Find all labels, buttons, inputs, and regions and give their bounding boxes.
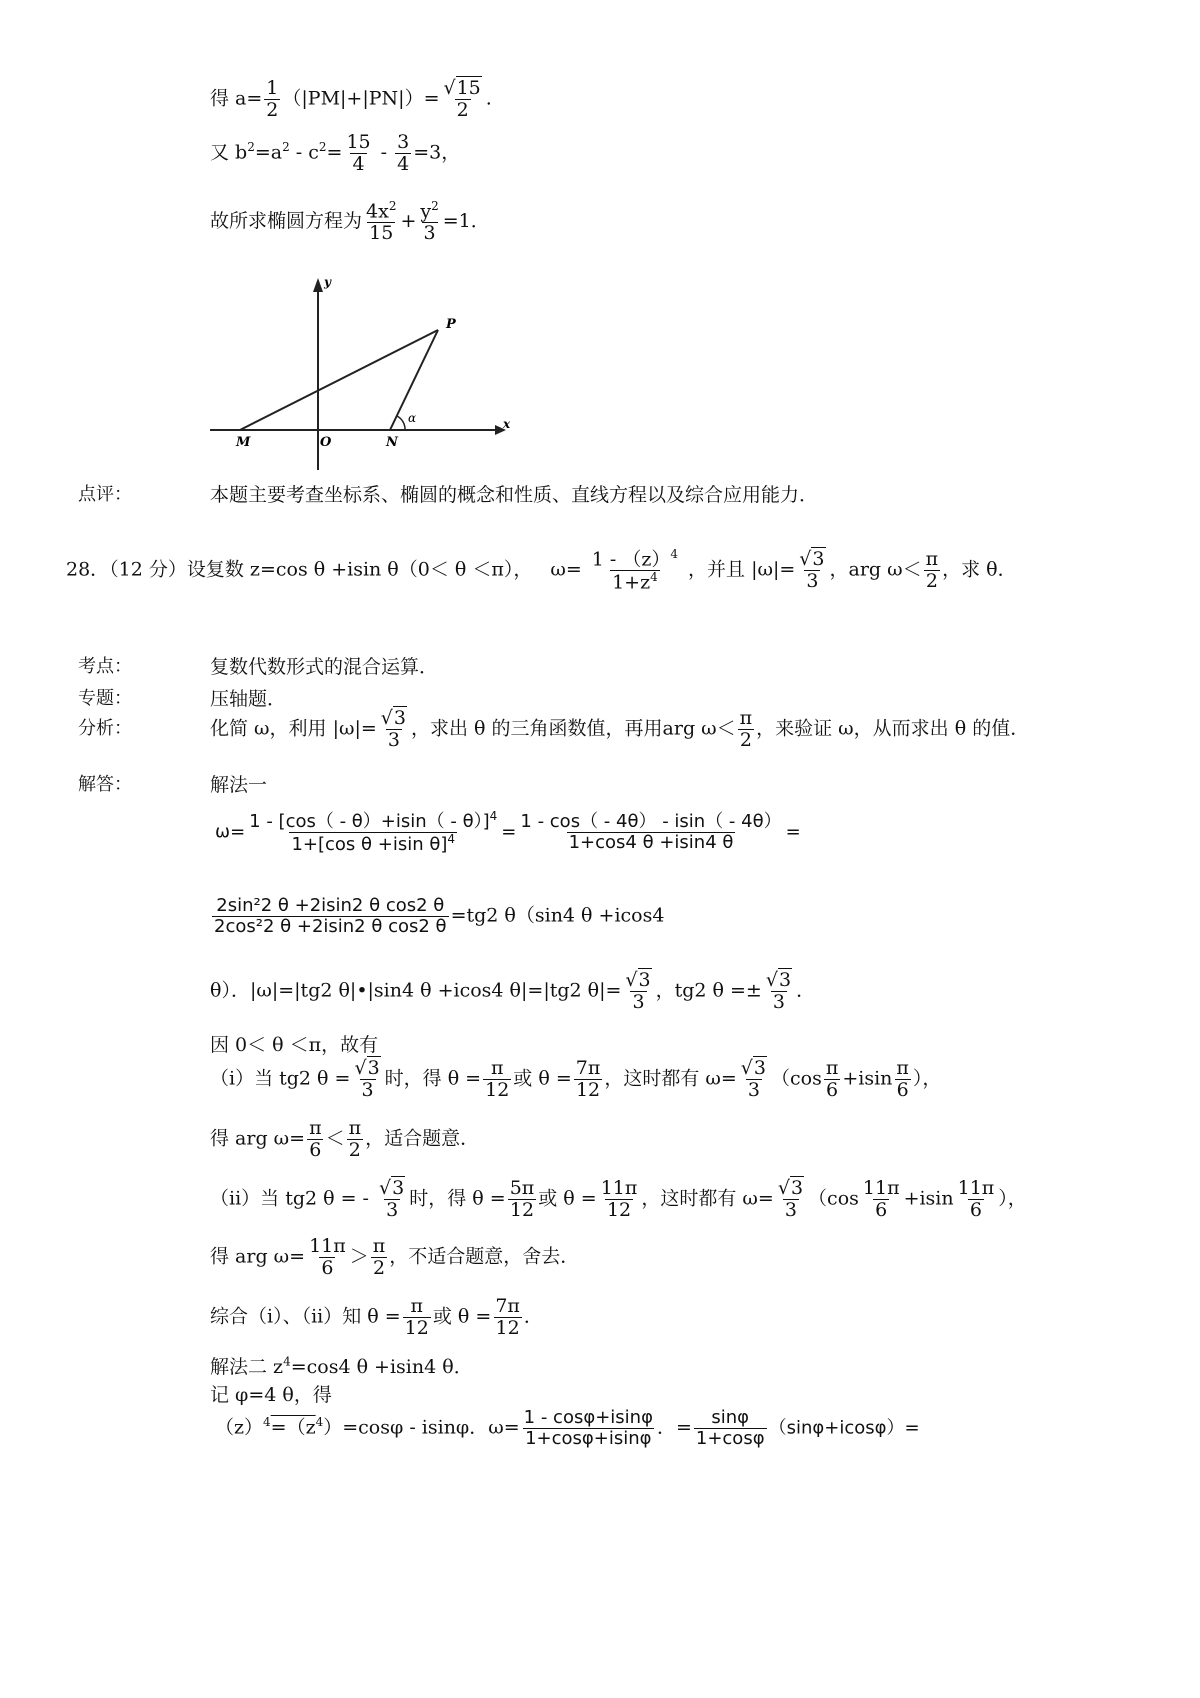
solution-omega-line: ω= $\frac{1 - [\cos( - \theta)+isin( - \theta)]^4}{1+[\cos \theta +isin \theta]^4}$ = $\frac{1 - \cos( - 4\theta) - isin( - 4\theta)}{1+\cos 4 \theta +isin4 \theta}$ = <box>215 809 801 855</box>
solution-abs-line: θ）．|ω|=|tg2 θ|•|sin4 θ +icos4 θ|=|tg2 θ|= $\frac{√3}{3}$ ，tg2 θ =± $\frac{√3}{3}$ ． <box>210 969 816 1013</box>
jiefa1-heading: 解法一 <box>210 774 268 796</box>
jiefa2-line: 解法二 $z^4=\cos 4$ θ +isin4 θ． <box>210 1354 473 1378</box>
summary-line: 综合（i）、（ii）知 θ = $\frac{\pi}{12}$ 或 θ = $\frac{7\pi}{12}$ ． <box>210 1295 543 1339</box>
fraction: $\frac{4x^2}{15}$ <box>366 199 397 245</box>
question-28: 28．（12 分）设复数 z=cos θ +isin θ（0＜ θ ＜π）， ω= $\frac{1 - (z)^4}{1+z^4}$ ，并且 |ω|= $\frac{√3}{3}$ ，arg ω＜ $\frac{\pi}{2}$ ，求 θ． <box>66 547 1017 594</box>
fraction: $\frac{y^2}{3}$ <box>420 199 439 245</box>
comment-label: 点评： <box>78 484 132 505</box>
last-line: $(z)^4=(z^4)=\cos\varphi - isin\varphi$．ω= $\frac{1 - \cos\varphi+isin\varphi}{1+\cos\varphi+isin\varphi}$ ．= $\frac{\sin\varphi}{1+\cos\varphi}$ （sinφ+icosφ）= <box>215 1407 920 1449</box>
fraction: $\frac{\pi}{2}$ <box>925 548 939 593</box>
line-ellipse-equation: 故所求椭圆方程为 $\frac{4x^2}{15}$ + $\frac{y^2}{3}$ =1． <box>210 199 490 245</box>
fraction: $\frac{11\pi}{12}$ <box>600 1177 638 1221</box>
line-a-value: 得 a= $\frac{1}{2}$ （|PM|+|PN|）= $\frac{√15}{2}$ . <box>210 77 492 121</box>
fraction: $\frac{√3}{3}$ <box>765 969 792 1013</box>
fraction: $\frac{5\pi}{12}$ <box>509 1177 535 1221</box>
fraction: $\frac{√3}{3}$ <box>625 969 651 1013</box>
y-label: y <box>324 275 331 289</box>
fraction: $\frac{√15}{2}$ <box>443 77 481 121</box>
m-label: M <box>236 435 251 450</box>
case-i-result: 得 arg ω= $\frac{\pi}{6}$ ＜ $\frac{\pi}{2}$ ，适合题意． <box>210 1117 480 1161</box>
solution-tg-line: $\frac{\text{2sin²2 θ +2isin2 θ cos2 θ}}{\text{2cos²2 θ +2isin2 θ cos2 θ}}$ =tg2 θ（sin4 θ +icos4 <box>214 895 665 937</box>
n-label: N <box>386 435 398 450</box>
fraction: $\frac{√3}{3}$ <box>777 1177 804 1221</box>
fenxi-label: 分析： <box>78 718 132 739</box>
alpha-label: α <box>408 411 417 425</box>
fraction: $\frac{\pi}{12}$ <box>485 1057 510 1101</box>
fraction: $\frac{7\pi}{12}$ <box>495 1295 520 1339</box>
fraction: $\frac{15}{4}$ <box>346 131 371 175</box>
angle-alpha-arc <box>397 416 405 430</box>
fraction: $\frac{7\pi}{12}$ <box>575 1057 601 1101</box>
fraction: $\frac{3}{4}$ <box>397 131 410 175</box>
fenxi-text: 化简 ω，利用 |ω|= $\frac{√3}{3}$ ，求出 θ 的三角函数值，再用arg ω＜ $\frac{\pi}{2}$ ，来验证 ω，从而求出 θ 的值． <box>210 707 1030 751</box>
coordinate-figure <box>200 270 520 475</box>
fraction: $\frac{\pi}{6}$ <box>825 1057 839 1101</box>
case-ii-line: （ii）当 tg2 θ = - $\frac{√3}{3}$ 时，得 θ = $\frac{5\pi}{12}$ 或 θ = $\frac{11\pi}{12}$ ，这时都有 ω= $\frac{√3}{3}$ （cos $\frac{11\pi}{6}$ +isin $\frac{11\pi}{6}$ ）， <box>210 1177 1027 1221</box>
y-axis-arrow <box>313 278 323 292</box>
solution-yin: 因 0＜ θ ＜π，故有 <box>210 1034 379 1056</box>
fraction: $\frac{11\pi}{6}$ <box>309 1235 346 1279</box>
kaodian-text: 复数代数形式的混合运算． <box>210 656 439 678</box>
fraction: $\frac{√3}{3}$ <box>380 707 406 751</box>
jieda-label: 解答： <box>78 774 132 795</box>
fraction: $\frac{\sin\varphi}{1+\cos\varphi}$ <box>695 1407 765 1449</box>
fraction: $\frac{√3}{3}$ <box>354 1057 380 1101</box>
fraction: $\frac{\pi}{6}$ <box>309 1117 322 1161</box>
fraction: $\frac{1 - [\cos( - \theta)+isin( - \theta)]^4}{1+[\cos \theta +isin \theta]^4}$ <box>249 809 498 855</box>
case-ii-result: 得 arg ω= $\frac{11\pi}{6}$ ＞ $\frac{\pi}{2}$ ，不适合题意，舍去． <box>210 1235 580 1279</box>
x-label: x <box>503 417 511 431</box>
zhuanti-label: 专题： <box>78 688 132 709</box>
o-label: O <box>320 435 332 450</box>
fraction: $\frac{√3}{3}$ <box>379 1177 405 1221</box>
fraction: $\frac{\pi}{12}$ <box>404 1295 429 1339</box>
fraction: $\frac{1}{2}$ <box>266 77 279 121</box>
fraction: $\frac{\pi}{2}$ <box>739 707 753 751</box>
fraction: $\frac{11\pi}{6}$ <box>862 1177 900 1221</box>
fraction: $\frac{\pi}{6}$ <box>896 1057 909 1101</box>
zhuanti-text: 压轴题． <box>210 688 287 710</box>
comment-text: 本题主要考查坐标系、椭圆的概念和性质、直线方程以及综合应用能力． <box>210 484 819 506</box>
fraction: $\frac{1 - \cos( - 4\theta) - isin( - 4\theta)}{1+\cos 4 \theta +isin4 \theta}$ <box>520 811 782 853</box>
ji-line: 记 φ=4 θ，得 <box>210 1384 332 1406</box>
fraction: $\frac{\text{2sin²2 θ +2isin2 θ cos2 θ}}{\text{2cos²2 θ +2isin2 θ cos2 θ}}$ <box>214 895 447 937</box>
case-i-line: （i）当 tg2 θ = $\frac{√3}{3}$ 时，得 θ = $\frac{\pi}{12}$ 或 θ = $\frac{7\pi}{12}$ ，这时都有 ω= $\frac{√3}{3}$ （cos $\frac{\pi}{6}$ +isin $\frac{\pi}{6}$ ）， <box>210 1057 942 1101</box>
fraction: $\frac{1 - (z)^4}{1+z^4}$ <box>591 547 679 594</box>
kaodian-label: 考点： <box>78 656 132 677</box>
fraction: $\frac{√3}{3}$ <box>799 548 825 593</box>
fraction: $\frac{√3}{3}$ <box>740 1057 766 1101</box>
line-b-squared: 又 $b^2=a^2 - c^2=$ $\frac{15}{4}$ - $\frac{3}{4}$ =3， <box>210 131 461 175</box>
fraction: $\frac{1 - \cos\varphi+isin\varphi}{1+\cos\varphi+isin\varphi}$ <box>523 1407 653 1449</box>
p-label: P <box>446 317 456 332</box>
fraction: $\frac{11\pi}{6}$ <box>957 1177 995 1221</box>
fraction: $\frac{\pi}{2}$ <box>372 1235 386 1279</box>
fraction: $\frac{\pi}{2}$ <box>348 1117 362 1161</box>
